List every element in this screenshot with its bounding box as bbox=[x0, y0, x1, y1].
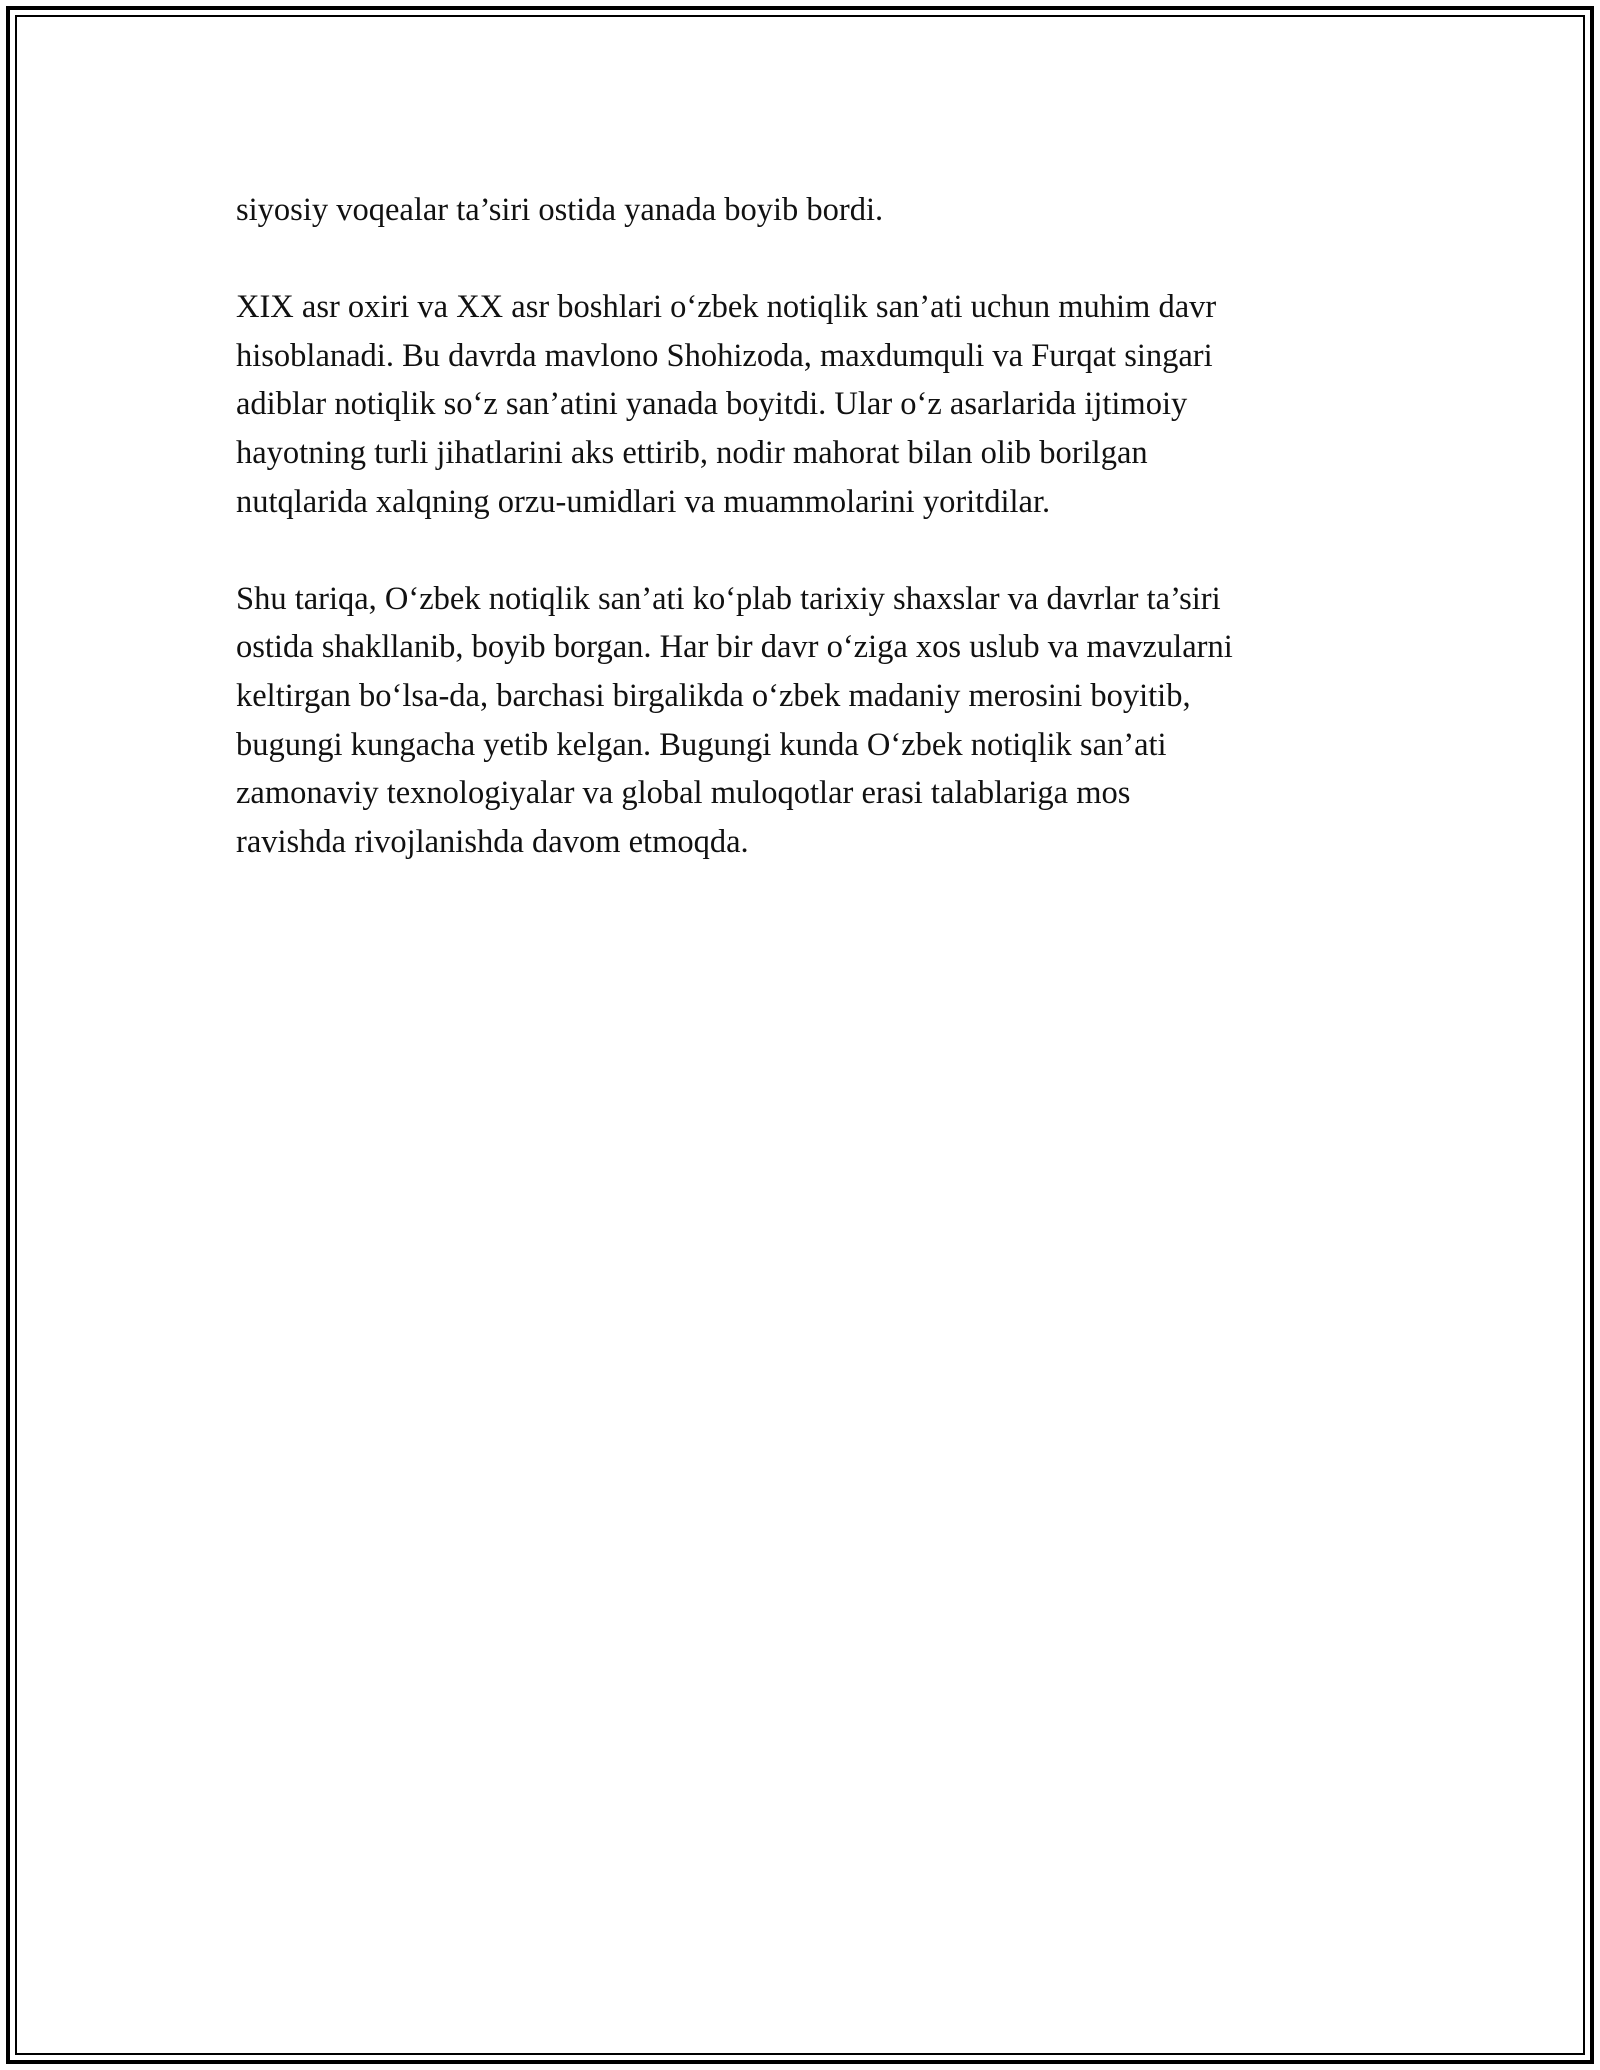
text-line: hayotning turli jihatlarini aks ettirib, nodir mahorat bilan olib borilgan bbox=[236, 434, 1148, 471]
text-line: adiblar notiqlik so‘z san’atini yanada boyitdi. Ular o‘z asarlarida ijtimoiy bbox=[236, 386, 1188, 423]
text-line: XIX asr oxiri va XX asr boshlari o‘zbek notiqlik san’ati uchun muhim davr bbox=[236, 289, 1217, 326]
paragraph-2 bbox=[236, 283, 1366, 526]
text-line: ravishda rivojlanishda davom etmoqda. bbox=[236, 823, 749, 860]
text-line: zamonaviy texnologiyalar va global muloqotlar erasi talablariga mos bbox=[236, 775, 1131, 812]
text-line: keltirgan bo‘lsa-da, barchasi birgalikda o‘zbek madaniy merosini boyitib, bbox=[236, 677, 1191, 714]
document-body bbox=[236, 186, 1366, 915]
text-line: ostida shakllanib, boyib borgan. Har bir davr o‘ziga xos uslub va mavzularni bbox=[236, 629, 1233, 666]
text-line: siyosiy voqealar ta’siri ostida yanada boyib bordi. bbox=[236, 192, 884, 228]
text-line: bugungi kungacha yetib kelgan. Bugungi kunda O‘zbek notiqlik san’ati bbox=[236, 726, 1167, 763]
text-line: hisoblanadi. Bu davrda mavlono Shohizoda, maxdumquli va Furqat singari bbox=[236, 337, 1213, 374]
paragraph-1 bbox=[236, 186, 1366, 235]
text-line: Shu tariqa, O‘zbek notiqlik san’ati ko‘plab tarixiy shaxslar va davrlar ta’siri bbox=[236, 580, 1221, 617]
text-line: nutqlarida xalqning orzu-umidlari va muammolarini yoritdilar. bbox=[236, 483, 1051, 520]
paragraph-3 bbox=[236, 575, 1366, 867]
